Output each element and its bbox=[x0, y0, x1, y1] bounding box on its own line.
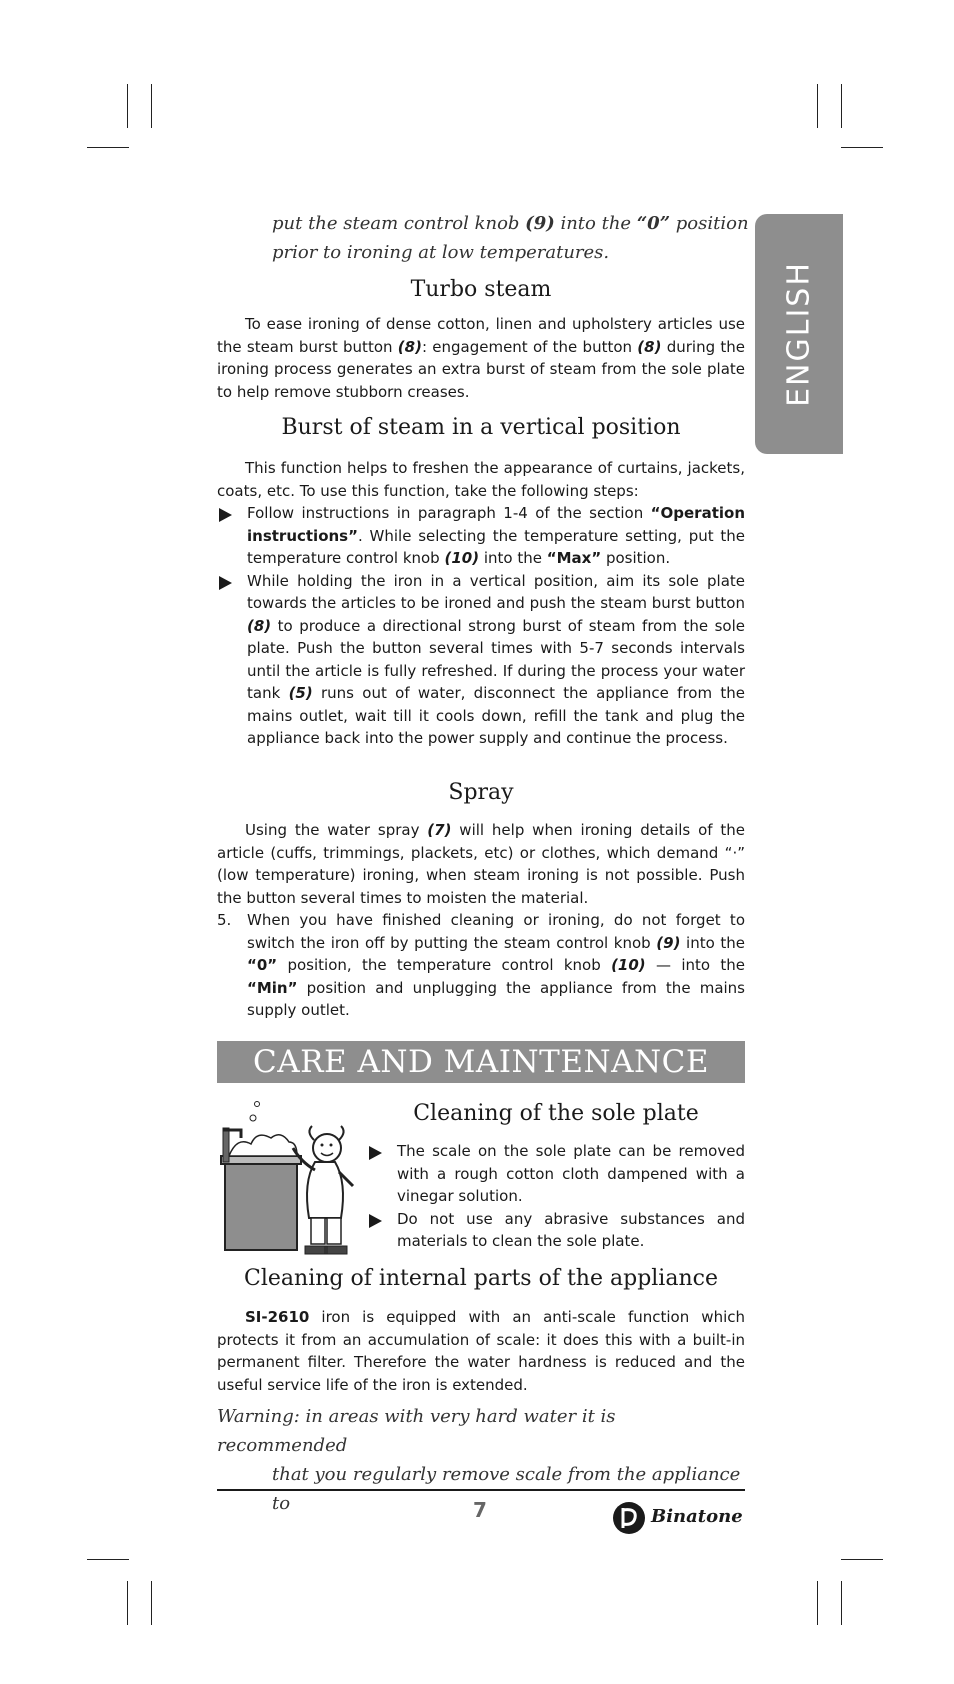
turbo-steam-heading: Turbo steam bbox=[410, 277, 552, 302]
sole-plate-heading: Cleaning of the sole plate bbox=[413, 1101, 699, 1126]
sole-plate-list bbox=[367, 1140, 745, 1253]
turbo-steam-paragraph: To ease ironing of dense cotton, linen and upholstery articles use the steam burst button (8): engagement of the button (8) during the ironing process generates an extra burst of steam from the sole plate to help remove stubborn creases. bbox=[217, 315, 745, 401]
numbered-item: 5. When you have finished cleaning or ironing, do not forget to switch the iron off by putting the steam control knob (9) into the “0” position, the temperature control knob (10) — into the “Min” position and unplugging the appliance from the mains supply outlet. bbox=[217, 911, 745, 1019]
vertical-steam-section bbox=[217, 457, 745, 750]
crop-mark bbox=[817, 1581, 818, 1625]
care-maintenance-banner: CARE AND MAINTENANCE bbox=[217, 1041, 745, 1083]
item-number: 5. bbox=[217, 911, 232, 929]
vertical-steam-heading: Burst of steam in a vertical position bbox=[281, 415, 681, 440]
page-number: 7 bbox=[473, 1498, 487, 1522]
bullet-arrow-icon bbox=[219, 576, 232, 590]
bullet-arrow-icon bbox=[219, 508, 232, 522]
crop-mark bbox=[841, 1559, 883, 1560]
crop-mark bbox=[127, 84, 128, 128]
list-item: Do not use any abrasive substances and materials to clean the sole plate. bbox=[367, 1208, 745, 1253]
crop-mark bbox=[841, 1581, 842, 1625]
intro-text: put the steam control knob (9) into the “0” position prior to ironing at low temperatures. bbox=[272, 213, 749, 263]
crop-mark bbox=[841, 147, 883, 148]
footer-rule bbox=[217, 1489, 745, 1491]
list-item: Follow instructions in paragraph 1-4 of the section “Operation instructions”. While selecting the temperature setting, put the temperature control knob (10) into the “Max” position. bbox=[217, 502, 745, 570]
list-item: While holding the iron in a vertical position, aim its sole plate towards the articles to be ironed and push the steam burst button (8) to produce a directional strong burst of steam from the sole plate. Push the button several times with 5-7 seconds intervals until the article is fully refreshed. If during the process your water tank (5) runs out of water, disconnect the appliance from the mains outlet, wait till it cools down, refill the tank and plug the appliance back into the power supply and continue the process. bbox=[217, 570, 745, 750]
list-item: The scale on the sole plate can be removed with a rough cotton cloth dampened with a vinegar solution. bbox=[367, 1140, 745, 1208]
cleaning-illustration bbox=[215, 1100, 360, 1260]
language-tab bbox=[755, 214, 843, 454]
crop-mark bbox=[87, 147, 129, 148]
crop-mark bbox=[87, 1559, 129, 1560]
binatone-logo bbox=[611, 1500, 746, 1536]
spray-heading: Spray bbox=[448, 780, 514, 805]
crop-mark bbox=[127, 1581, 128, 1625]
crop-mark bbox=[841, 84, 842, 128]
spray-paragraph: Using the water spray (7) will help when ironing details of the article (cuffs, trimmings, plackets, etc) or clothes, which demand “·” (low temperature) ironing, when steam ironing is not possible. Push the button several times to moisten the material. bbox=[217, 821, 745, 907]
warning-text: Warning: in areas with very hard water it is recommended that you regularly remove scale from the appliance to bbox=[217, 1406, 741, 1514]
spray-section bbox=[217, 819, 745, 1022]
internal-parts-heading: Cleaning of internal parts of the appliance bbox=[244, 1266, 718, 1291]
language-tab-label: ENGLISH bbox=[781, 261, 817, 407]
bullet-arrow-icon bbox=[369, 1214, 382, 1228]
internal-parts-paragraph: SI-2610 iron is equipped with an anti-scale function which protects it from an accumulation of scale: it does this with a built-in permanent filter. Therefore the water hardness is reduced and the useful service life of the iron is extended. bbox=[217, 1308, 745, 1394]
crop-mark bbox=[817, 84, 818, 128]
vertical-steam-intro: This function helps to freshen the appearance of curtains, jackets, coats, etc. To use this function, take the following steps: bbox=[217, 459, 745, 500]
crop-mark bbox=[151, 1581, 152, 1625]
crop-mark bbox=[151, 84, 152, 128]
binatone-logo-icon bbox=[611, 1500, 647, 1536]
brand-name: Binatone bbox=[651, 1506, 743, 1527]
bullet-arrow-icon bbox=[369, 1146, 382, 1160]
